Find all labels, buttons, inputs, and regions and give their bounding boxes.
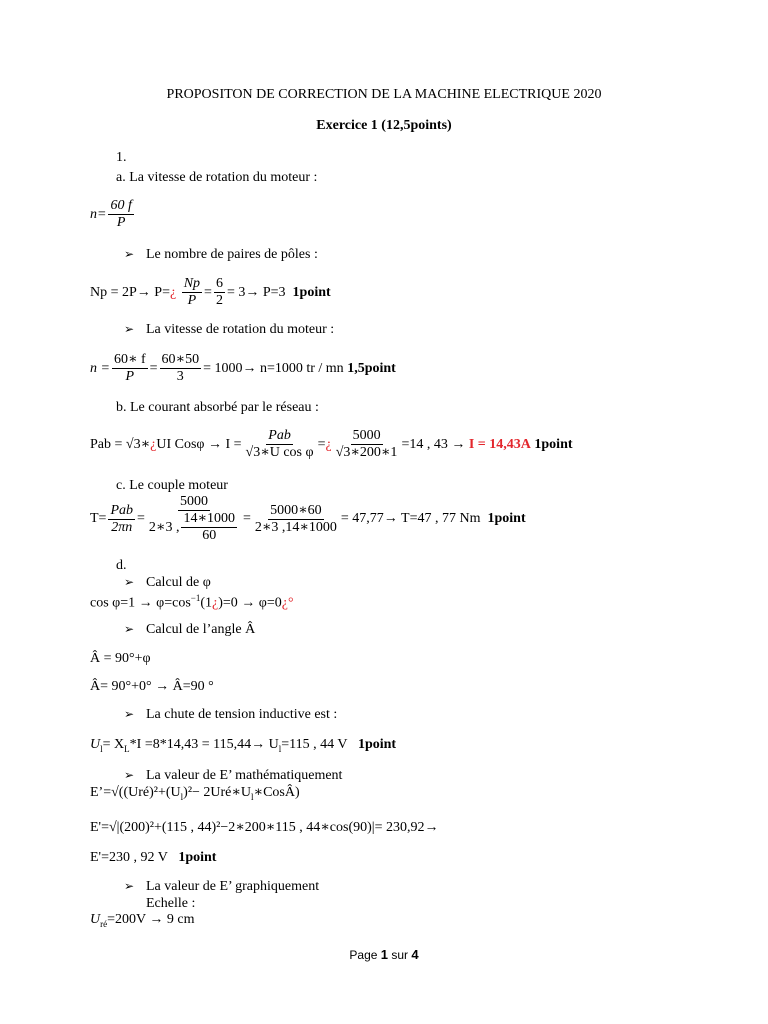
bullet-pairs [124, 248, 318, 262]
formula-text: )=0 → φ=0 [218, 595, 282, 611]
formula-text: = 47,77→ T=47 , 77 Nm [340, 511, 481, 527]
formula-subscript: L [124, 743, 130, 754]
bullet-phi [124, 576, 211, 590]
fraction-numerator: 60∗50 [160, 352, 202, 369]
fraction-denominator: P [116, 215, 126, 231]
fraction-denominator: 60 [202, 528, 217, 544]
formula-subscript: ré [100, 918, 108, 929]
arrow-bullet-icon: ➢ [124, 322, 135, 336]
formula-subscript: l [251, 791, 254, 802]
formula-subscript: l [180, 791, 184, 802]
point-value: 1point [357, 737, 397, 752]
formula-text: E’=√((Uré)²+(U [90, 785, 181, 800]
formula-subscript: l [278, 743, 282, 754]
formula-text: U [90, 912, 101, 927]
fraction-numerator: 5000 [178, 494, 210, 511]
formula-voltage-drop [90, 738, 396, 754]
fraction-numerator: 5000∗60 [268, 503, 324, 520]
formula-text: UI Cosφ → I = [156, 436, 242, 452]
formula-text: =200V → 9 cm [107, 912, 195, 927]
formula-angle: Â = 90°+φ [90, 651, 151, 666]
fraction-denominator: 2∗3 ,14∗1000 [254, 519, 337, 535]
formula-subscript: l [100, 743, 103, 754]
arrow-bullet-icon: ➢ [124, 247, 135, 261]
fraction-numerator: 14∗1000 [181, 511, 237, 528]
fraction-numerator: 6 [214, 276, 225, 293]
arrow-bullet-icon: ➢ [124, 768, 135, 782]
formula-text: (1 [200, 595, 213, 611]
question-a: a. La vitesse de rotation du moteur : [116, 170, 318, 185]
formula-phi [90, 594, 294, 611]
scale-label: Echelle : [146, 896, 196, 911]
bullet-text: La valeur de E’ mathématiquement [146, 768, 343, 783]
formula-text: =14 , 43 → [401, 436, 466, 452]
bullet-text: La valeur de E’ graphiquement [146, 879, 320, 894]
answer-highlight: I = 14,43A [468, 436, 531, 452]
question-c: c. Le couple moteur [116, 478, 228, 493]
bullet-text: La vitesse de rotation du moteur : [146, 322, 335, 337]
formula-superscript: −1 [190, 593, 201, 603]
point-value: 1point [178, 850, 217, 865]
document-title: PROPOSITON DE CORRECTION DE LA MACHINE ELECTRIQUE 2020 [166, 87, 602, 102]
formula-error-mark: ¿ [212, 595, 219, 611]
formula-text: = 3→ P=3 [226, 284, 286, 300]
formula-text: n= [90, 206, 107, 222]
bullet-text: Calcul de φ [146, 575, 211, 590]
formula-current [90, 428, 573, 461]
formula-text: ∗CosÂ) [253, 785, 300, 800]
formula-angle-result: Â= 90°+0° → Â=90 ° [90, 679, 214, 694]
fraction-denominator: 2 [215, 293, 223, 309]
formula-error-mark: ¿ [325, 436, 332, 452]
footer-label: sur [391, 948, 409, 962]
formula-error-mark: ¿ [169, 284, 177, 300]
formula-emf-result [90, 851, 216, 865]
formula-text: U [90, 737, 101, 752]
formula-text: T= [90, 511, 107, 527]
point-value: 1point [534, 436, 573, 452]
current-page-number: 1 [380, 947, 388, 962]
question-d: d. [116, 558, 127, 573]
formula-text: cos φ=1 → φ=cos [90, 595, 191, 611]
formula-text: *I =8*14,43 = 115,44→ U [129, 737, 279, 752]
fraction-denominator [147, 511, 241, 544]
arrow-bullet-icon: ➢ [124, 622, 135, 636]
fraction-numerator: 60 f [108, 198, 133, 215]
bullet-text: Le nombre de paires de pôles : [146, 247, 318, 262]
bullet-vitesse [124, 323, 334, 337]
formula-pairs: Np = 2P→ P= ¿ $\frac{Np}{P}$ = $\frac{6}{2}$ = 3→ P=3 1point [90, 276, 331, 309]
formula-text: 2∗3 , [148, 519, 180, 535]
point-value: 1point [487, 511, 526, 527]
formula-text: = 1000→ n=1000 tr / mn [203, 360, 344, 376]
fraction-denominator: √3∗U cos φ [245, 445, 314, 461]
formula-speed [90, 198, 136, 231]
arrow-bullet-icon: ➢ [124, 879, 135, 893]
bullet-egraph [124, 880, 319, 894]
bullet-text: Calcul de l’angle Â [146, 622, 256, 637]
arrow-bullet-icon: ➢ [124, 575, 135, 589]
total-page-count: 4 [411, 947, 419, 962]
arrow-bullet-icon: ➢ [124, 707, 135, 721]
formula-emf-numeric: E'=√|(200)²+(115 , 44)²−2∗200∗115 , 44∗cos(90)|= 230,92→ [90, 820, 439, 835]
point-value: 1,5point [347, 360, 396, 376]
bullet-text: La chute de tension inductive est : [146, 707, 338, 722]
fraction-denominator: √3∗200∗1 [335, 445, 398, 461]
formula-text: )²− 2Uré∗U [183, 785, 252, 800]
question-number: 1. [116, 150, 127, 165]
formula-error-mark: ¿° [281, 595, 294, 611]
formula-text: Pab = √3∗ [90, 437, 151, 453]
fraction-denominator: 3 [176, 369, 184, 385]
formula-text: E'=230 , 92 V [90, 850, 168, 865]
formula-torque: T= $\frac{\text{Pab}}{2\pi n}$ = 5000 2∗3 , $\frac{14∗1000}{60}$ = $\frac{5000∗60}{2∗3 ,14∗1000}$ = 47,77→ T=47 , 77 Nm 1point [90, 494, 526, 544]
page-footer [0, 948, 768, 961]
formula-text: = [317, 436, 326, 452]
fraction-denominator: P [125, 369, 135, 385]
fraction-numerator: Pab [108, 503, 135, 520]
formula-text: Np = 2P→ P= [90, 284, 170, 300]
fraction-denominator: P [187, 293, 197, 309]
exercise-heading: Exercice 1 (12,5points) [316, 118, 452, 133]
bullet-chute [124, 708, 337, 722]
fraction-numerator: 60∗ f [112, 352, 148, 369]
point-value: 1point [292, 284, 331, 300]
bullet-emath [124, 769, 342, 783]
footer-label: Page [349, 948, 378, 962]
question-b: b. Le courant absorbé par le réseau : [116, 400, 319, 415]
formula-speed-result: n = $\frac{60∗ f}{P}$ = $\frac{60∗50}{3}$ = 1000→ n=1000 tr / mn 1,5point [90, 352, 396, 385]
formula-text: n = [90, 360, 110, 376]
formula-error-mark: ¿ [150, 436, 157, 452]
formula-text: = X [102, 737, 125, 752]
fraction-numerator: Pab [266, 428, 293, 445]
formula-text: =115 , 44 V [281, 737, 348, 752]
fraction-numerator: 5000 [351, 428, 383, 445]
formula-emf [90, 786, 300, 802]
fraction-numerator: Np [182, 276, 202, 293]
fraction-denominator: 2πn [111, 519, 133, 535]
bullet-angle [124, 623, 255, 637]
formula-scale [90, 913, 194, 929]
